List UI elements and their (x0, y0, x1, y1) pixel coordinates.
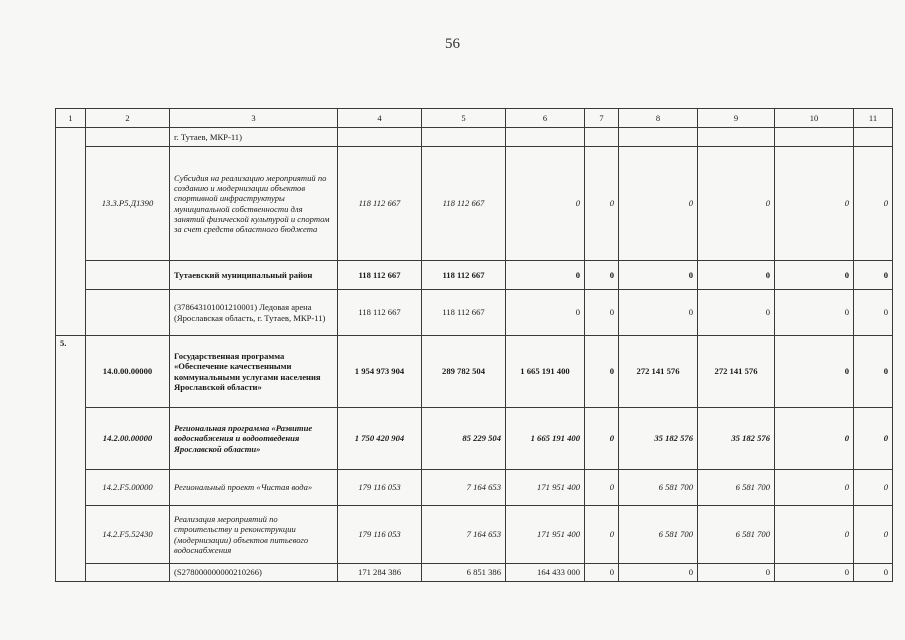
col-header-8: 8 (619, 109, 698, 128)
value-cell (619, 128, 698, 147)
table-header-row (56, 109, 893, 128)
table-row (56, 506, 893, 564)
code-cell: 14.2.F5.00000 (86, 470, 170, 506)
value-cell: 1 665 191 400 (506, 336, 585, 408)
value-cell: 0 (506, 147, 585, 261)
value-cell: 0 (585, 564, 619, 582)
value-cell: 0 (775, 261, 854, 290)
value-cell: 0 (698, 564, 775, 582)
value-cell: 0 (619, 261, 698, 290)
value-cell: 0 (775, 336, 854, 408)
value-cell: 7 164 653 (422, 506, 506, 564)
value-cell: 0 (619, 147, 698, 261)
value-cell: 0 (506, 290, 585, 336)
value-cell (338, 128, 422, 147)
value-cell: 6 851 386 (422, 564, 506, 582)
value-cell: 1 665 191 400 (506, 408, 585, 470)
value-cell: 1 954 973 904 (338, 336, 422, 408)
value-cell: 1 750 420 904 (338, 408, 422, 470)
table-row (56, 261, 893, 290)
value-cell (698, 128, 775, 147)
description-cell: (378643101001210001) Ледовая арена (Ярославская область, г. Тутаев, МКР-11) (170, 290, 338, 336)
code-cell: 14.2.00.00000 (86, 408, 170, 470)
table-row (56, 564, 893, 582)
code-cell (86, 128, 170, 147)
value-cell: 118 112 667 (422, 261, 506, 290)
col-header-9: 9 (698, 109, 775, 128)
value-cell: 0 (775, 470, 854, 506)
description-cell: Реализация мероприятий по строительству и реконструкции (модернизации) объектов питьевого водоснабжения (170, 506, 338, 564)
value-cell: 0 (619, 290, 698, 336)
col-header-11: 11 (854, 109, 893, 128)
page-number: 56 (445, 36, 460, 52)
code-cell: 14.0.00.00000 (86, 336, 170, 408)
value-cell: 0 (854, 408, 893, 470)
table-row (56, 408, 893, 470)
description-cell: г. Тутаев, МКР-11) (170, 128, 338, 147)
value-cell: 0 (585, 506, 619, 564)
col-header-10: 10 (775, 109, 854, 128)
value-cell (506, 128, 585, 147)
col-header-3: 3 (170, 109, 338, 128)
description-cell: Государственная программа «Обеспечение качественными коммунальными услугами населения Ярославской области» (170, 336, 338, 408)
value-cell: 0 (585, 147, 619, 261)
value-cell: 85 229 504 (422, 408, 506, 470)
value-cell: 0 (854, 470, 893, 506)
value-cell: 0 (698, 261, 775, 290)
value-cell: 118 112 667 (338, 290, 422, 336)
value-cell: 0 (585, 408, 619, 470)
table-row (56, 290, 893, 336)
description-cell: Региональная программа «Развитие водоснабжения и водоотведения Ярославской области» (170, 408, 338, 470)
description-cell: Тутаевский муниципальный район (170, 261, 338, 290)
value-cell: 0 (585, 336, 619, 408)
col-header-6: 6 (506, 109, 585, 128)
col-header-4: 4 (338, 109, 422, 128)
value-cell: 6 581 700 (619, 470, 698, 506)
value-cell: 0 (775, 290, 854, 336)
table-row (56, 336, 893, 408)
code-cell: 14.2.F5.52430 (86, 506, 170, 564)
code-cell (86, 564, 170, 582)
value-cell: 179 116 053 (338, 506, 422, 564)
col-header-7: 7 (585, 109, 619, 128)
table-row (56, 470, 893, 506)
value-cell (775, 128, 854, 147)
description-cell: Региональный проект «Чистая вода» (170, 470, 338, 506)
value-cell: 171 284 386 (338, 564, 422, 582)
value-cell: 0 (854, 261, 893, 290)
row-number-cell (56, 128, 86, 336)
value-cell: 171 951 400 (506, 506, 585, 564)
value-cell: 6 581 700 (698, 506, 775, 564)
value-cell: 35 182 576 (619, 408, 698, 470)
value-cell: 164 433 000 (506, 564, 585, 582)
code-cell: 13.3.P5.Д1390 (86, 147, 170, 261)
value-cell: 272 141 576 (619, 336, 698, 408)
value-cell: 6 581 700 (619, 506, 698, 564)
row-number-cell: 5. (56, 336, 86, 582)
col-header-2: 2 (86, 109, 170, 128)
code-cell (86, 261, 170, 290)
value-cell: 289 782 504 (422, 336, 506, 408)
col-header-5: 5 (422, 109, 506, 128)
table-row (56, 147, 893, 261)
value-cell: 0 (854, 564, 893, 582)
value-cell: 118 112 667 (338, 261, 422, 290)
value-cell: 6 581 700 (698, 470, 775, 506)
value-cell: 0 (775, 564, 854, 582)
value-cell: 0 (619, 564, 698, 582)
value-cell: 0 (854, 290, 893, 336)
value-cell (585, 128, 619, 147)
code-cell (86, 290, 170, 336)
value-cell: 171 951 400 (506, 470, 585, 506)
value-cell: 0 (698, 147, 775, 261)
value-cell: 118 112 667 (422, 147, 506, 261)
value-cell: 0 (775, 506, 854, 564)
value-cell: 0 (585, 261, 619, 290)
description-cell: (S278000000000210266) (170, 564, 338, 582)
budget-table (55, 108, 893, 582)
value-cell: 118 112 667 (422, 290, 506, 336)
value-cell: 0 (698, 290, 775, 336)
value-cell: 0 (854, 506, 893, 564)
value-cell: 35 182 576 (698, 408, 775, 470)
value-cell: 0 (775, 408, 854, 470)
value-cell (854, 128, 893, 147)
value-cell: 0 (506, 261, 585, 290)
col-header-1: 1 (56, 109, 86, 128)
value-cell: 0 (585, 290, 619, 336)
value-cell: 272 141 576 (698, 336, 775, 408)
description-cell: Субсидия на реализацию мероприятий по созданию и модернизации объектов спортивной инфраструктуры муниципальной собственности для занятий физической культурой и спортом за счет средств областного бюджета (170, 147, 338, 261)
value-cell: 179 116 053 (338, 470, 422, 506)
value-cell: 0 (854, 336, 893, 408)
table-row (56, 128, 893, 147)
value-cell: 7 164 653 (422, 470, 506, 506)
value-cell: 118 112 667 (338, 147, 422, 261)
value-cell: 0 (585, 470, 619, 506)
value-cell (422, 128, 506, 147)
value-cell: 0 (854, 147, 893, 261)
value-cell: 0 (775, 147, 854, 261)
